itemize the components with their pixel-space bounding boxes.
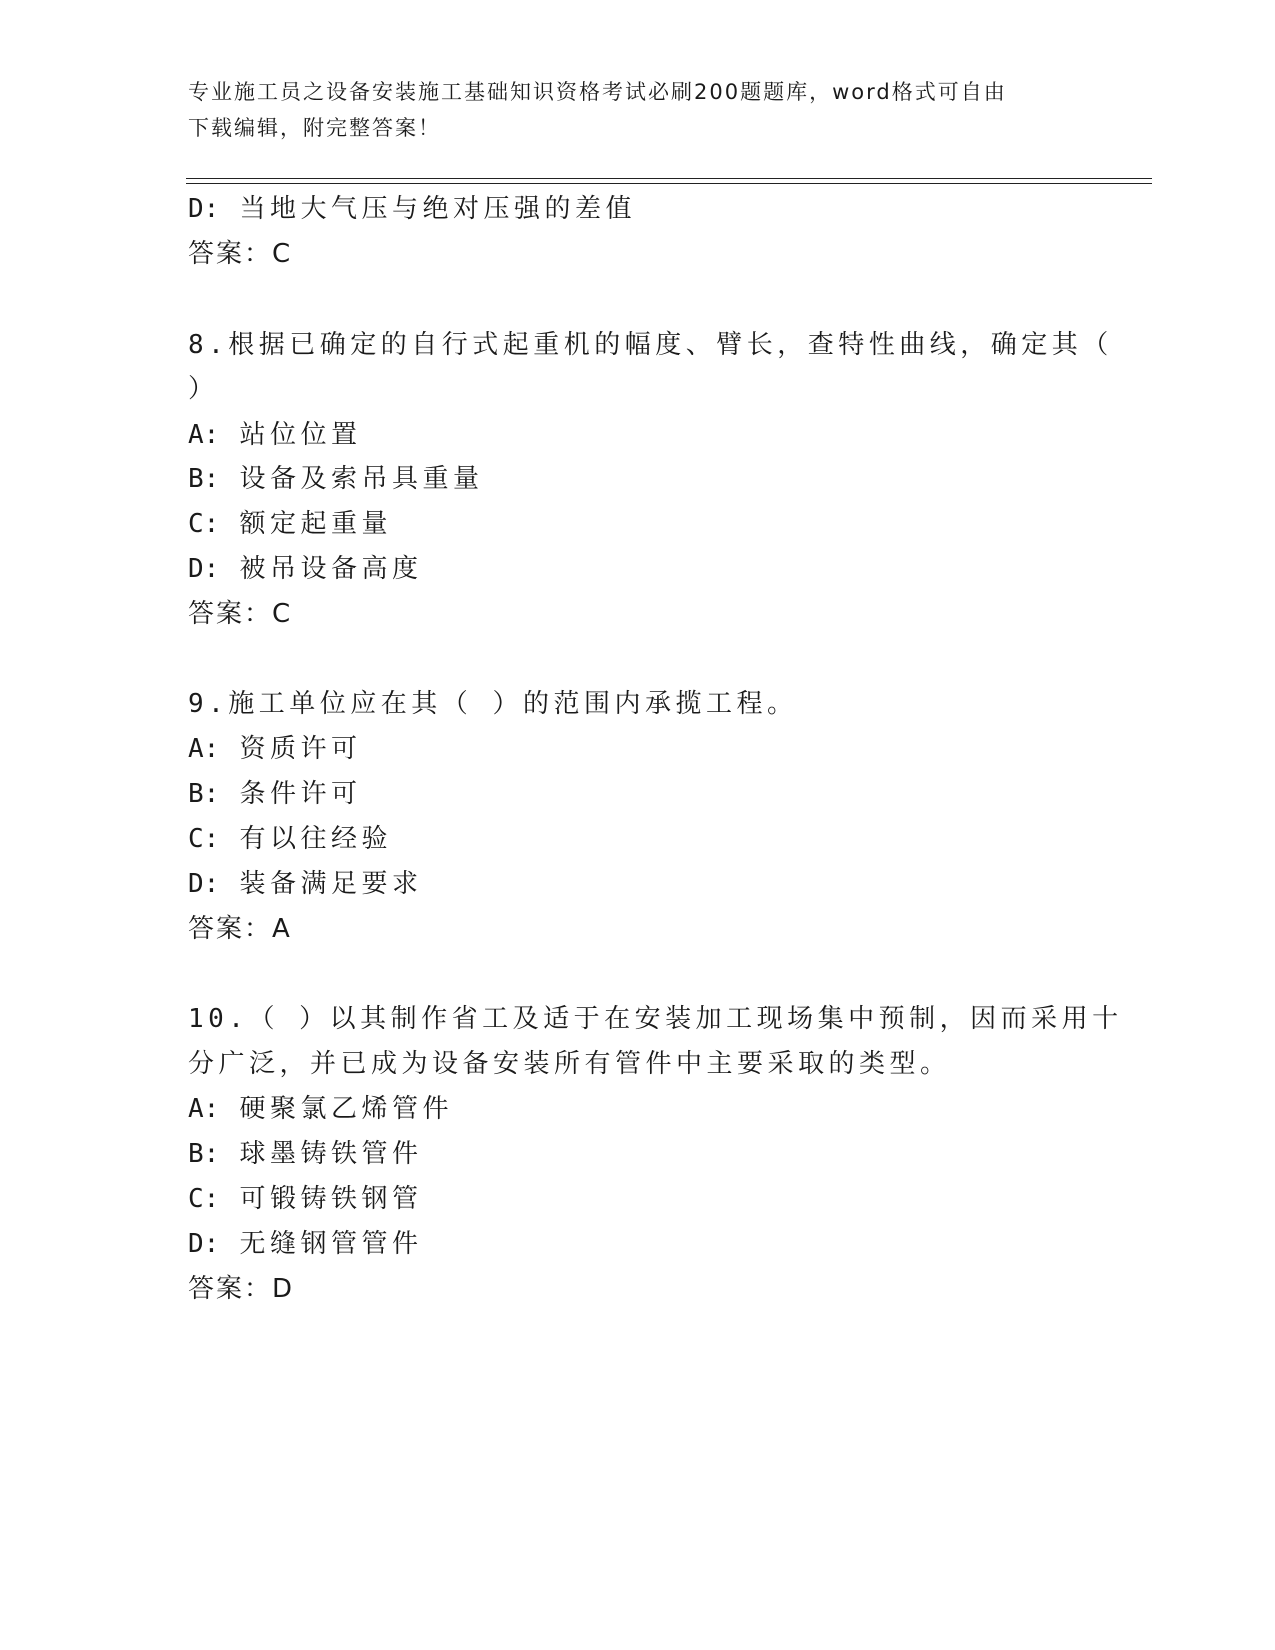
option-label: B: [188,1139,220,1169]
document-header [188,74,1088,146]
option-text: 条件许可 [239,779,362,809]
question-9-option-b [188,779,361,809]
option-text: 资质许可 [239,734,362,764]
question-8-option-b [188,464,483,494]
option-text: 被吊设备高度 [239,554,423,584]
option-label: D: [188,1229,220,1259]
option-label: A: [188,734,220,764]
question-10-option-b [188,1139,422,1169]
question-10-option-c [188,1184,422,1214]
option-label: C: [188,509,220,539]
question-8-option-c [188,509,392,539]
question-10-option-d [188,1229,422,1259]
question-9-stem: 9.施工单位应在其（ ）的范围内承揽工程。 [188,689,798,719]
header-divider-top [186,178,1152,179]
question-10-stem-line-1: 10.（ ）以其制作省工及适于在安装加工现场集中预制，因而采用十 [188,1004,1123,1034]
option-label: A: [188,420,220,450]
option-label: C: [188,824,220,854]
question-8-stem-line-2: ） [188,374,219,404]
question-8-stem-line-1: 8.根据已确定的自行式起重机的幅度、臂长，查特性曲线，确定其（ [188,330,1113,360]
option-label: D: [188,194,220,224]
option-text: 当地大气压与绝对压强的差值 [239,194,636,224]
option-text: 装备满足要求 [239,869,423,899]
option-text: 站位位置 [239,420,362,450]
question-10-answer: 答案：D [188,1274,295,1304]
question-10-stem-line-2: 分广泛，并已成为设备安装所有管件中主要采取的类型。 [188,1049,951,1079]
option-text: 硬聚氯乙烯管件 [239,1094,453,1124]
option-text: 设备及索吊具重量 [239,464,484,494]
header-divider-bottom [186,183,1152,184]
option-label: A: [188,1094,220,1124]
option-label: D: [188,869,220,899]
option-text: 额定起重量 [239,509,392,539]
question-8-option-a [188,420,361,450]
option-label: B: [188,779,220,809]
option-text: 无缝钢管管件 [239,1229,423,1259]
question-8-answer: 答案：C [188,599,293,629]
question-9-answer: 答案：A [188,914,292,944]
option-text: 可锻铸铁钢管 [239,1184,423,1214]
header-line-1: 专业施工员之设备安装施工基础知识资格考试必刷200题题库，word格式可自由 [188,80,1007,104]
prev-option-d [188,194,636,224]
option-label: D: [188,554,220,584]
question-9-option-a [188,734,361,764]
option-text: 有以往经验 [239,824,392,854]
header-line-2: 下载编辑，附完整答案！ [188,116,441,140]
option-label: C: [188,1184,220,1214]
question-10-option-a [188,1094,453,1124]
prev-answer: 答案：C [188,239,293,269]
option-text: 球墨铸铁管件 [239,1139,423,1169]
question-8-option-d [188,554,422,584]
option-label: B: [188,464,220,494]
question-9-option-c [188,824,392,854]
question-9-option-d [188,869,422,899]
